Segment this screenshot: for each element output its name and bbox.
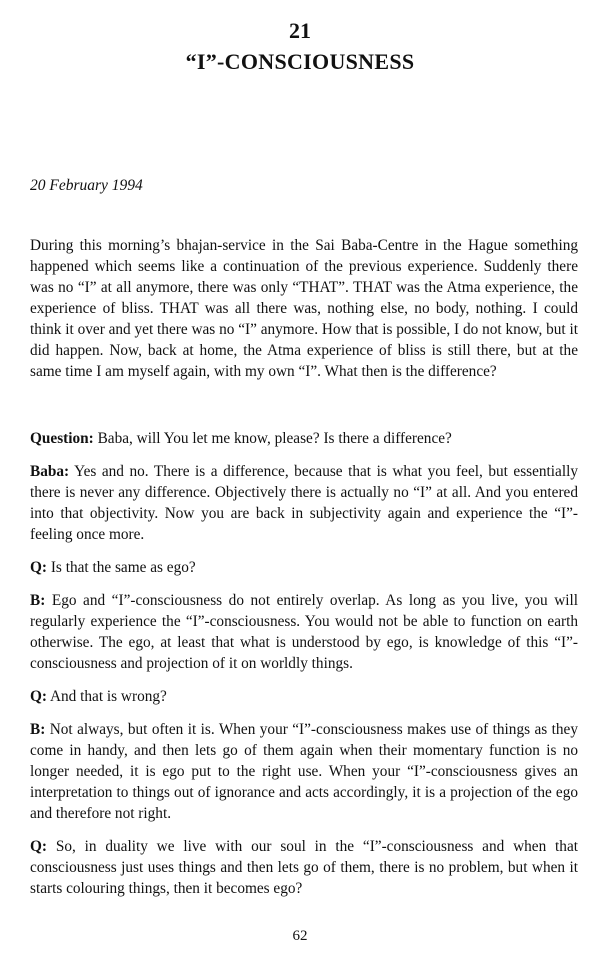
page-number: 62 xyxy=(292,928,308,944)
dialogue-paragraph xyxy=(30,428,578,449)
speaker-label: Q: xyxy=(30,688,47,705)
dialogue-paragraph xyxy=(30,461,578,545)
dialogue-text: Not always, but often it is. When your “I”-consciousness makes use of things as they come in handy, and then lets go of them again when their momentary function is no longer needed, it is ego put to the right use. When your “I”-consciousness gives an interpretation to things out of ignorance and acts accordingly, it is a projection of the ego and therefore not right. xyxy=(30,721,578,822)
dialogue-text: Yes and no. There is a difference, because that is what you feel, but essentially there is never any difference. Objectively there is actually no “I” at all. And you entered into that objectivity. Now you are back in subjectivity again and experience the “I”-feeling once more. xyxy=(30,463,578,543)
dialogue-paragraph xyxy=(30,590,578,674)
speaker-label: Q: xyxy=(30,559,47,576)
dialogue-text: Ego and “I”-consciousness do not entirely overlap. As long as you live, you will regularly experience the “I”-consciousness. You would not be able to function on earth otherwise. The ego, at least that what is understood by ego, is knowledge of this “I”-consciousness and projection of it on worldly things. xyxy=(30,592,578,672)
dialogue-text: Is that the same as ego? xyxy=(47,559,196,576)
dialogue-paragraph xyxy=(30,836,578,899)
chapter-title: “I”-CONSCIOUSNESS xyxy=(185,49,415,74)
dialogue-section xyxy=(30,428,578,911)
dialogue-text: And that is wrong? xyxy=(47,688,167,705)
dialogue-paragraph xyxy=(30,557,578,578)
intro-section xyxy=(30,235,578,394)
speaker-label: B: xyxy=(30,592,46,609)
intro-paragraph: During this morning’s bhajan-service in the Sai Baba-Centre in the Hague something happened which seems like a continuation of the previous experience. Suddenly there was no “I” at all anymore, there was only “THAT”. THAT was the Atma experience, the experience of bliss. THAT was all there was, nothing else, no body, nothing. I could think it over and yet there was no “I” anymore. How that is possible, I do not know, but it did happen. Now, back at home, the Atma experience of bliss is still there, but at the same time I am myself again, with my own “I”. What then is the difference? xyxy=(30,237,578,380)
speaker-label: B: xyxy=(30,721,46,738)
dialogue-paragraph xyxy=(30,686,578,707)
dialogue-paragraph xyxy=(30,719,578,824)
dialogue-text: So, in duality we live with our soul in the “I”-consciousness and when that consciousness just uses things and then lets go of them, there is no problem, but when it starts colouring things, then it becomes ego? xyxy=(30,838,578,897)
dialogue-text: Baba, will You let me know, please? Is there a difference? xyxy=(93,430,452,447)
speaker-label: Baba: xyxy=(30,463,70,480)
entry-date: 20 February 1994 xyxy=(30,177,143,194)
speaker-label: Question: xyxy=(30,430,94,447)
speaker-label: Q: xyxy=(30,838,47,855)
chapter-number: 21 xyxy=(289,18,311,43)
